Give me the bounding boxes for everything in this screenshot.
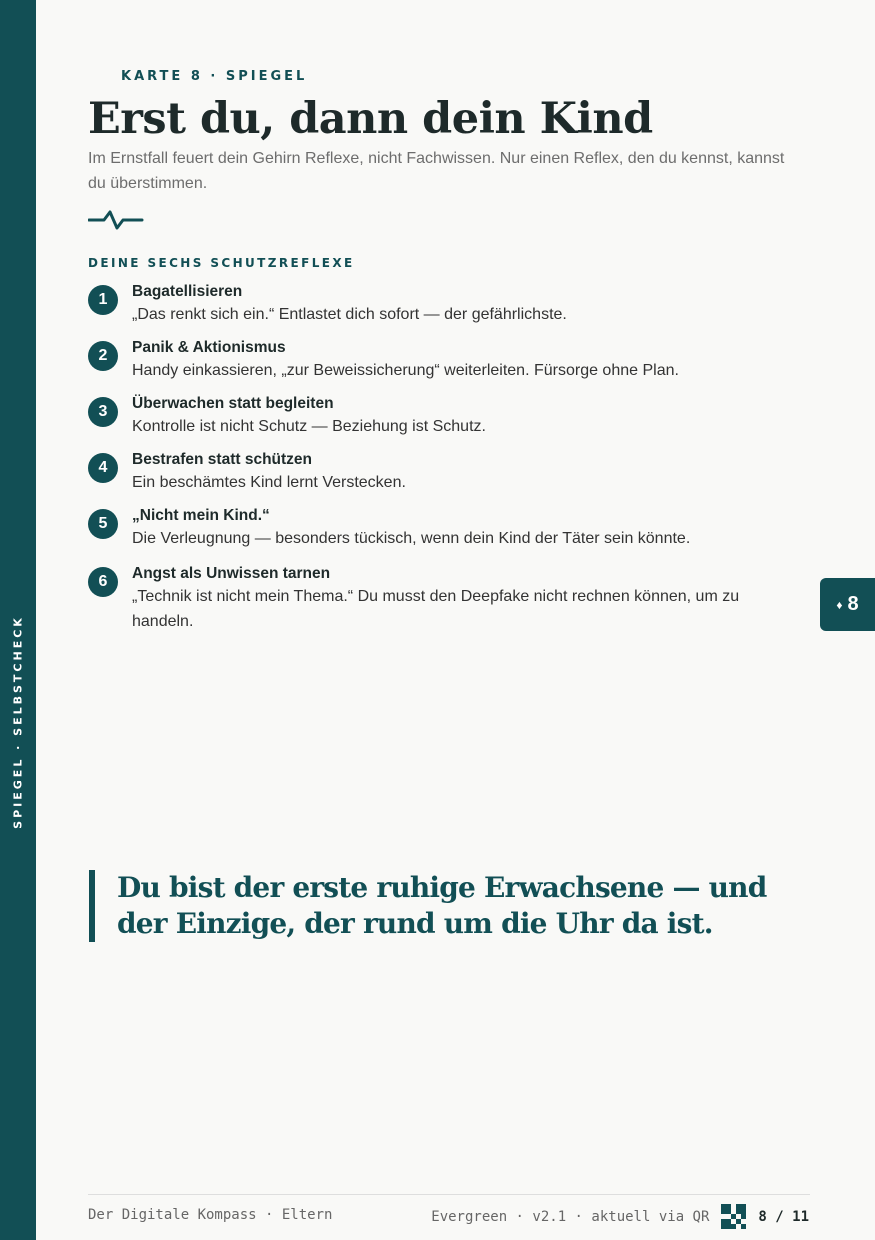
sidebar-band xyxy=(0,0,36,1240)
card-eyebrow: KARTE 8 · SPIEGEL xyxy=(121,69,308,84)
reflex-number-badge: 6 xyxy=(88,567,118,597)
reflex-item xyxy=(88,282,778,327)
pull-quote: Du bist der erste ruhige Erwachsene — und der Einzige, der rund um die Uhr da ist. xyxy=(89,870,807,942)
reflex-item xyxy=(88,506,778,551)
pulse-icon xyxy=(88,208,144,232)
reflex-title: „Nicht mein Kind.“ xyxy=(132,507,270,524)
reflex-item xyxy=(88,450,778,495)
reflex-number-badge: 5 xyxy=(88,509,118,539)
reflex-title: Überwachen statt begleiten xyxy=(132,395,334,412)
reflex-description: „Das renkt sich ein.“ Entlastet dich sofort — der gefährlichste. xyxy=(132,306,567,323)
card-number: 8 xyxy=(847,593,859,615)
reflex-title: Angst als Unwissen tarnen xyxy=(132,565,331,582)
reflex-item xyxy=(88,338,778,383)
lead-text: Im Ernstfall feuert dein Gehirn Reflexe, nicht Fachwissen. Nur einen Reflex, den du kennst, kannst du überstimmen. xyxy=(88,150,785,192)
reflex-number-badge: 4 xyxy=(88,453,118,483)
reflex-description: „Technik ist nicht mein Thema.“ Du musst den Deepfake nicht rechnen können, um zu handeln. xyxy=(132,588,740,630)
page-number: 8 / 11 xyxy=(758,1208,809,1225)
reflex-title: Panik & Aktionismus xyxy=(132,339,286,356)
reflex-description: Handy einkassieren, „zur Beweissicherung“ weiterleiten. Fürsorge ohne Plan. xyxy=(132,362,679,379)
reflex-number-badge: 2 xyxy=(88,341,118,371)
reflex-item xyxy=(88,564,778,634)
reflex-number-badge: 3 xyxy=(88,397,118,427)
sidebar-label: SPIEGEL · SELBSTCHECK xyxy=(11,615,25,829)
footer-version: Evergreen · v2.1 · aktuell via QR xyxy=(431,1208,710,1225)
footer-publication: Der Digitale Kompass · Eltern xyxy=(88,1207,333,1223)
page-title: Erst du, dann dein Kind xyxy=(88,94,653,144)
reflex-title: Bagatellisieren xyxy=(132,283,243,300)
card-number-tab[interactable] xyxy=(820,578,875,631)
reflex-description: Ein beschämtes Kind lernt Verstecken. xyxy=(132,474,406,491)
reflex-number-badge: 1 xyxy=(88,285,118,315)
reflex-description: Die Verleugnung — besonders tückisch, wenn dein Kind der Täter sein könnte. xyxy=(132,530,691,547)
diamond-icon: ♦ xyxy=(836,597,843,612)
reflex-description: Kontrolle ist nicht Schutz — Beziehung ist Schutz. xyxy=(132,418,486,435)
section-heading: DEINE SECHS SCHUTZREFLEXE xyxy=(88,256,355,270)
footer-divider xyxy=(88,1194,810,1195)
footer-meta xyxy=(431,1204,809,1229)
reflex-title: Bestrafen statt schützen xyxy=(132,451,313,468)
qr-code-icon[interactable] xyxy=(721,1204,746,1229)
reflex-item xyxy=(88,394,778,439)
